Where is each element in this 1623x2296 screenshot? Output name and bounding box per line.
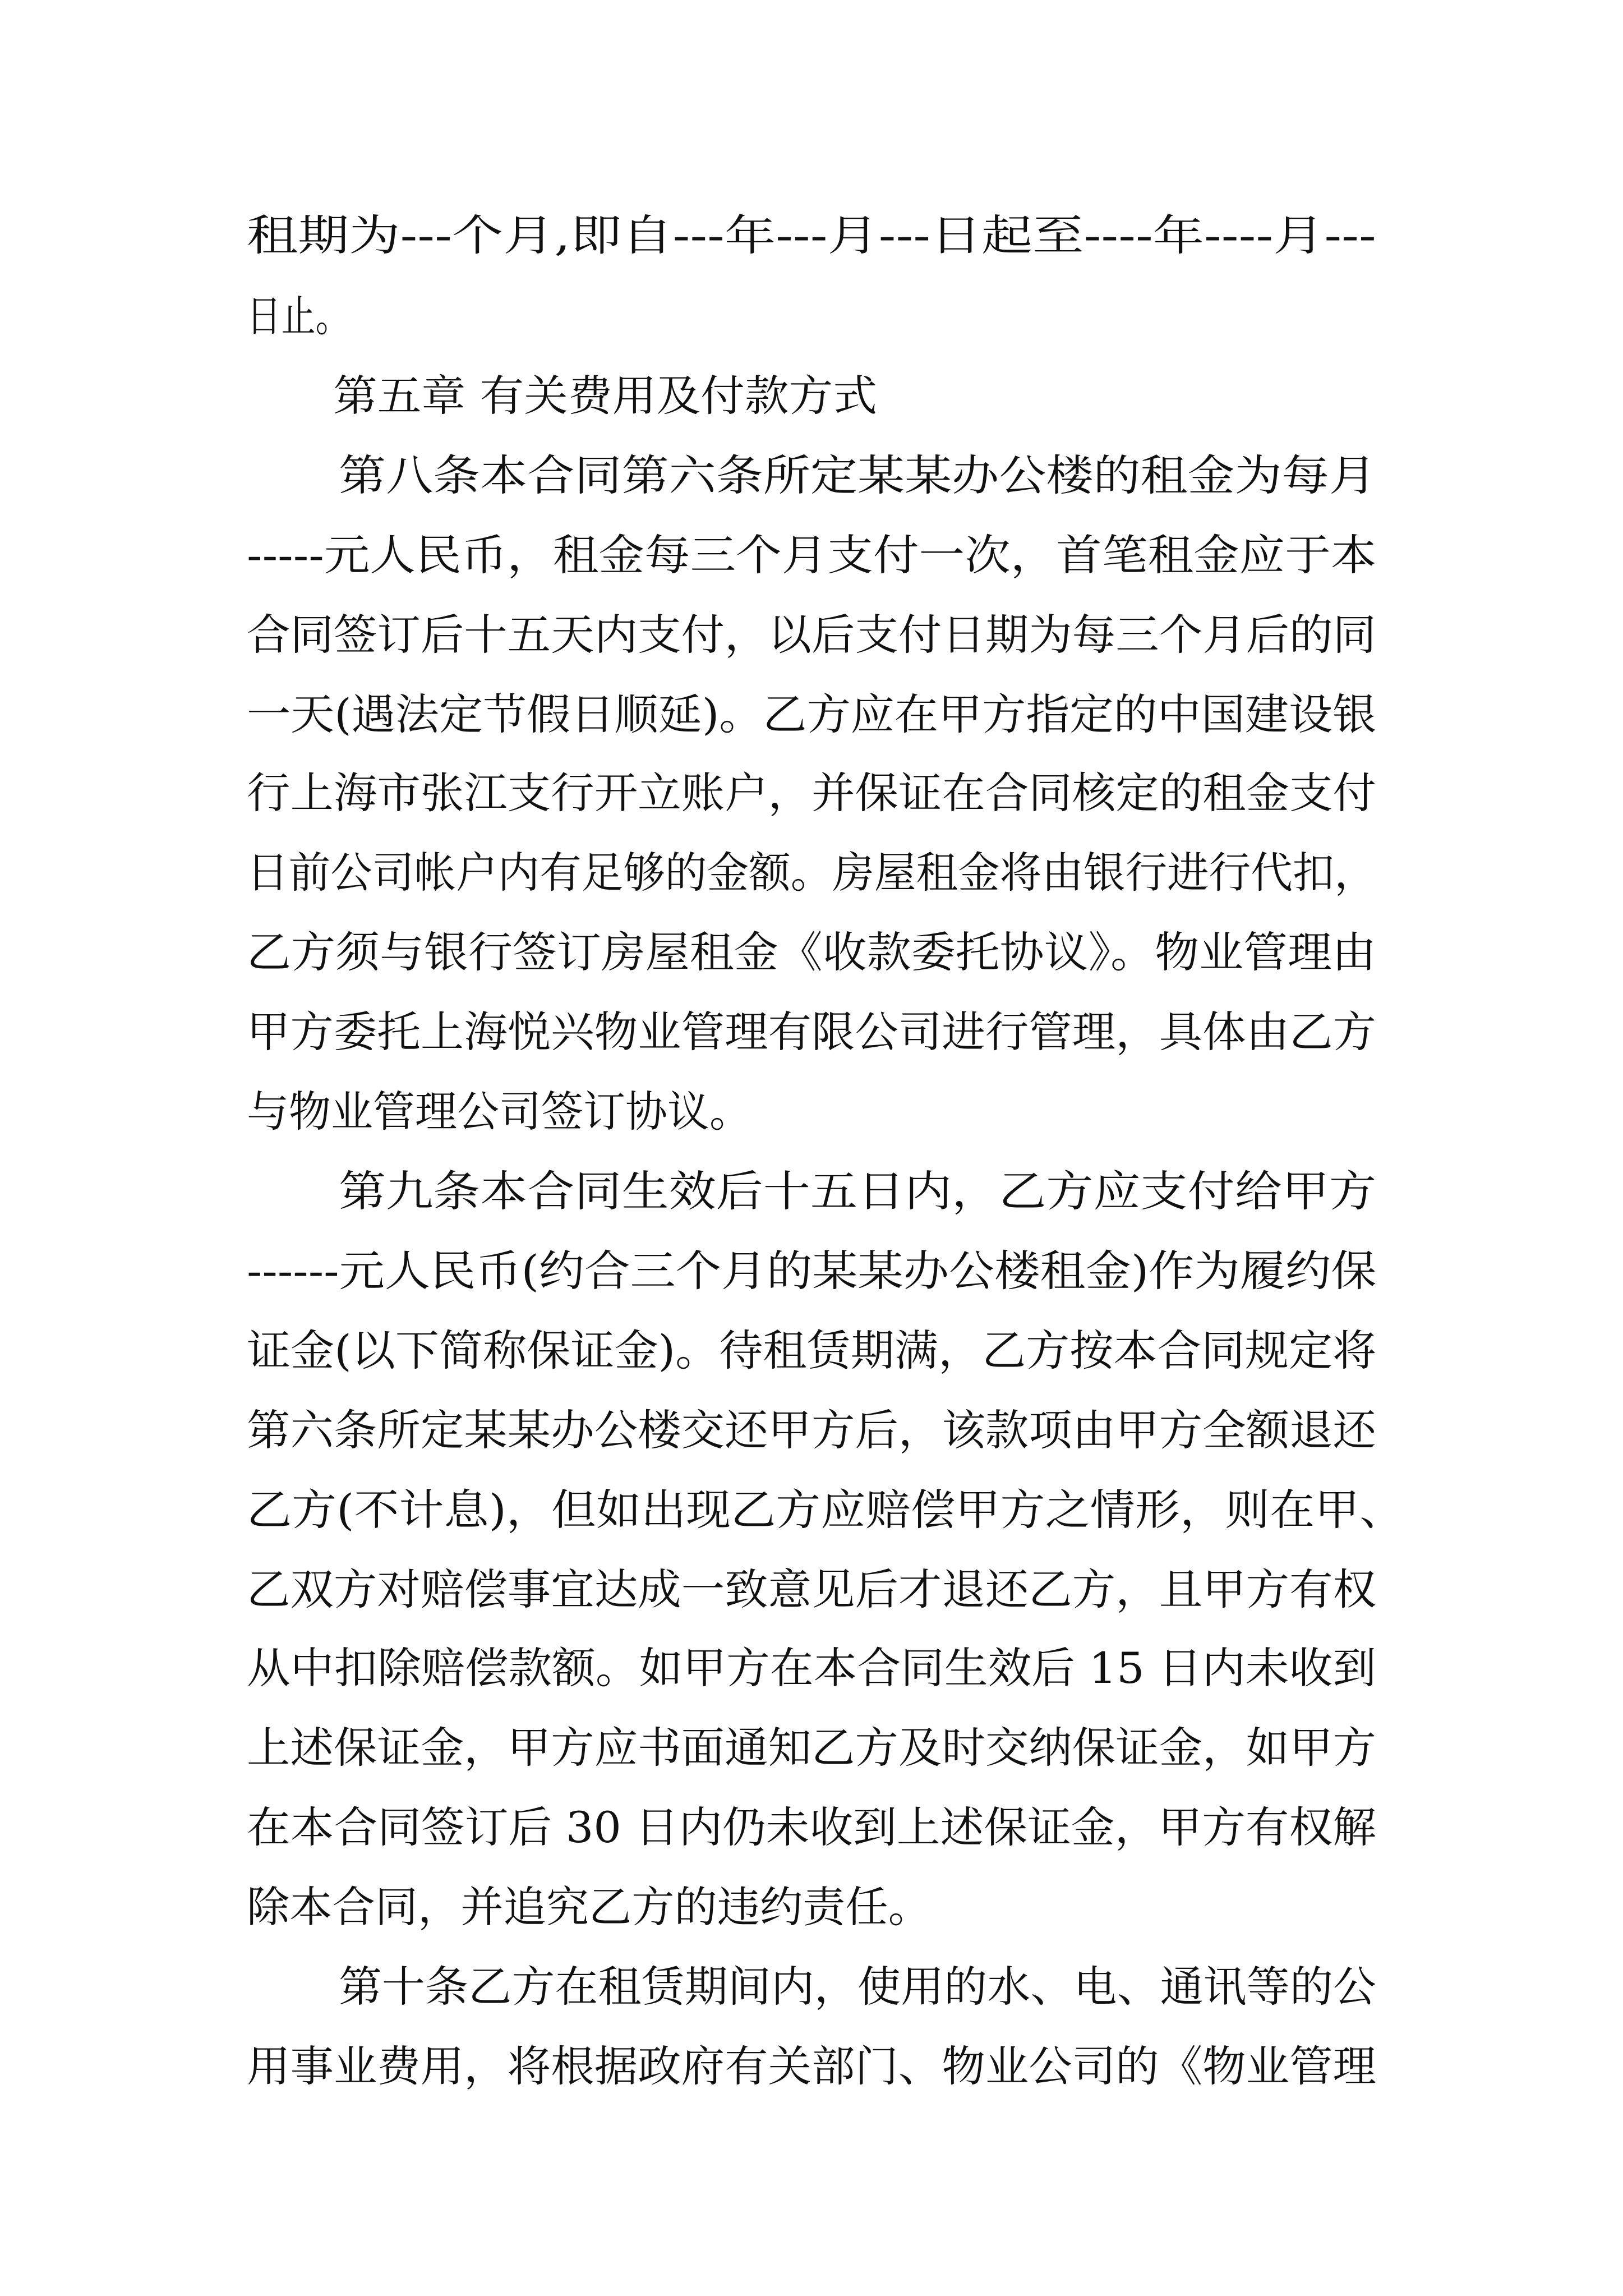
text-line: ------元人民币(约合三个月的某某办公楼租金)作为履约保 — [247, 1246, 1377, 1296]
section-heading: 第五章 有关费用及付款方式 — [333, 371, 878, 421]
text-line: 合同签订后十五天内支付，以后支付日期为每三个月后的同 — [247, 610, 1376, 660]
text-line: 在本合同签订后 30 日内仍未收到上述保证金，甲方有权解 — [247, 1802, 1377, 1852]
text-line: 日前公司帐户内有足够的金额。房屋租金将由银行进行代扣， — [247, 848, 1376, 898]
text-line: -----元人民币，租金每三个月支付一次，首笔租金应于本 — [247, 530, 1377, 580]
text-line: 从中扣除赔偿款额。如甲方在本合同生效后 15 日内未收到 — [247, 1643, 1377, 1693]
text-line: 乙双方对赔偿事宜达成一致意见后才退还乙方，且甲方有权 — [247, 1565, 1376, 1614]
text-line: 上述保证金，甲方应书面通知乙方及时交纳保证金，如甲方 — [247, 1723, 1376, 1773]
text-line: 第十条乙方在租赁期间内，使用的水、电、通讯等的公 — [339, 1962, 1376, 2012]
text-line: 与物业管理公司签订协议。 — [247, 1087, 751, 1137]
text-line: 租期为---个月,即自---年---月---日起至----年----月--- — [247, 210, 1376, 260]
text-line: 第九条本合同生效后十五日内，乙方应支付给甲方 — [339, 1166, 1376, 1216]
text-line: 证金(以下简称保证金)。待租赁期满，乙方按本合同规定将 — [247, 1326, 1377, 1375]
text-line: 除本合同，并追究乙方的违约责任。 — [247, 1882, 931, 1932]
text-line: 乙方须与银行签订房屋租金《收款委托协议》。物业管理由 — [247, 927, 1376, 977]
text-line: 乙方(不计息)，但如出现乙方应赔偿甲方之情形，则在甲、 — [247, 1485, 1405, 1535]
text-line: 第六条所定某某办公楼交还甲方后，该款项由甲方全额退还 — [247, 1405, 1376, 1455]
text-line: 行上海市张江支行开立账户，并保证在合同核定的租金支付 — [247, 768, 1376, 818]
text-line: 用事业费用，将根据政府有关部门、物业公司的《物业管理 — [247, 2041, 1376, 2091]
text-line: 一天(遇法定节假日顺延)。乙方应在甲方指定的中国建设银 — [247, 689, 1377, 739]
text-line: 日止。 — [247, 291, 350, 341]
text-line: 甲方委托上海悦兴物业管理有限公司进行管理，具体由乙方 — [247, 1007, 1376, 1057]
text-line: 第八条本合同第六条所定某某办公楼的租金为每月 — [339, 450, 1376, 500]
